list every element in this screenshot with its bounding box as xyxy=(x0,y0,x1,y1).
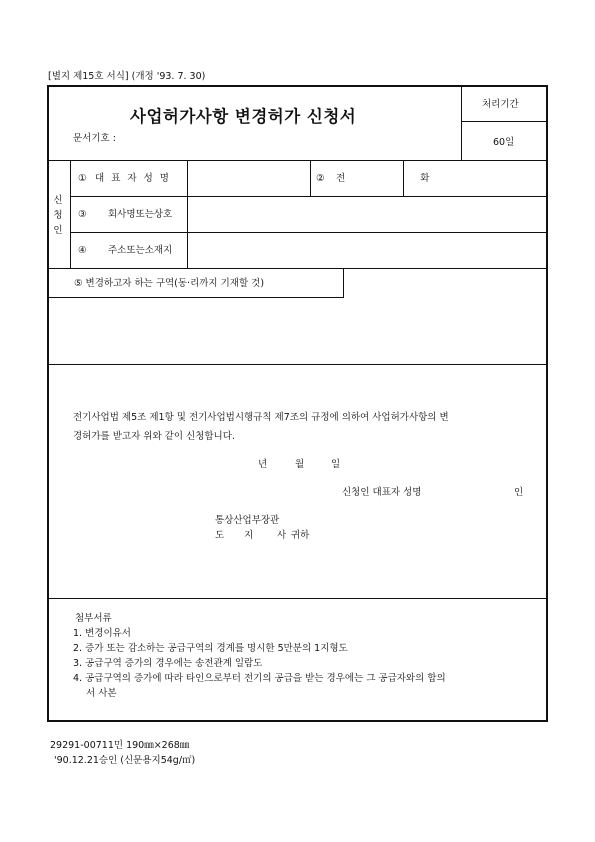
statement-line-2: 경허가를 받고자 위와 같이 신청합니다. xyxy=(73,431,235,442)
doc-number-label: 문서기호 : xyxy=(73,133,116,144)
address-label: 주소또는소재지 xyxy=(108,245,173,256)
processing-period-value: 60일 xyxy=(493,137,515,148)
row-number-4: ④ xyxy=(78,245,87,256)
recipient-minister: 통상산업부장관 xyxy=(215,515,280,526)
seal-mark: 인 xyxy=(514,487,524,498)
row-divider-1 xyxy=(70,196,547,197)
address-field[interactable] xyxy=(189,234,545,266)
attachment-item-3: 3. 공급구역 증가의 경우에는 송전관계 일람도 xyxy=(73,658,263,669)
date-month-label: 월 xyxy=(295,459,305,470)
attachment-item-1: 1. 변경이유서 xyxy=(73,628,131,639)
attachments-title: 첨부서류 xyxy=(75,613,112,624)
attachment-item-4: 4. 공급구역의 증가에 따라 타인으로부터 전기의 공급을 받는 경우에는 그 공급자와의 합의 xyxy=(73,673,446,684)
date-day-label: 일 xyxy=(331,459,341,470)
change-area-field[interactable] xyxy=(50,300,545,362)
row-number-3: ③ xyxy=(78,209,87,220)
attachment-item-2: 2. 증가 또는 감소하는 공급구역의 경계를 명시한 5만분의 1지형도 xyxy=(73,643,348,654)
footer-approval: '90.12.21승인 (신문용지54g/㎡) xyxy=(54,755,196,766)
recipient-honorific: 귀하 xyxy=(291,530,310,541)
form-number-label: [별지 제15호 서식] (개정 '93. 7. 30) xyxy=(48,71,206,82)
representative-name-field[interactable] xyxy=(189,162,309,194)
applicant-side-label: 신 청 인 xyxy=(53,195,63,236)
row-number-1: ① xyxy=(78,173,87,184)
attachments-top-line xyxy=(48,598,547,599)
statement-top-line xyxy=(48,364,547,365)
representative-name-label: 대 표 자 성 명 xyxy=(95,173,171,184)
row-divider-2 xyxy=(70,232,547,233)
label-column-border xyxy=(187,160,188,268)
change-area-label: ⑤ 변경하고자 하는 구역(동·리까지 기재할 것) xyxy=(74,278,265,289)
company-name-field[interactable] xyxy=(189,198,545,230)
footer-form-code: 29291-00711민 190㎜×268㎜ xyxy=(50,740,190,751)
applicant-side-border xyxy=(70,160,71,268)
form-title: 사업허가사항 변경허가 신청서 xyxy=(130,107,357,126)
recipient-governor-sa: 사 xyxy=(277,530,287,541)
recipient-governor-ji: 지 xyxy=(244,530,254,541)
date-year-label: 년 xyxy=(258,459,268,470)
processing-box-divider xyxy=(461,121,547,122)
attachment-item-4-cont: 서 사본 xyxy=(86,688,117,699)
statement-line-1: 전기사업법 제5조 제1항 및 전기사업법시행규칙 제7조의 규정에 의하여 사업허가사항의 변 xyxy=(73,412,449,423)
processing-period-label: 처리기간 xyxy=(482,99,519,110)
phone-field[interactable] xyxy=(405,162,545,194)
company-name-label: 회사명또는상호 xyxy=(108,209,173,220)
processing-box-left-border xyxy=(461,86,462,160)
phone-number-mark: ② xyxy=(316,173,325,184)
recipient-governor-do: 도 xyxy=(215,530,225,541)
applicant-signer-label: 신청인 대표자 성명 xyxy=(342,487,422,498)
title-bottom-line xyxy=(48,160,547,161)
phone-left-border xyxy=(310,160,311,196)
phone-label: 전 화 xyxy=(336,173,466,184)
